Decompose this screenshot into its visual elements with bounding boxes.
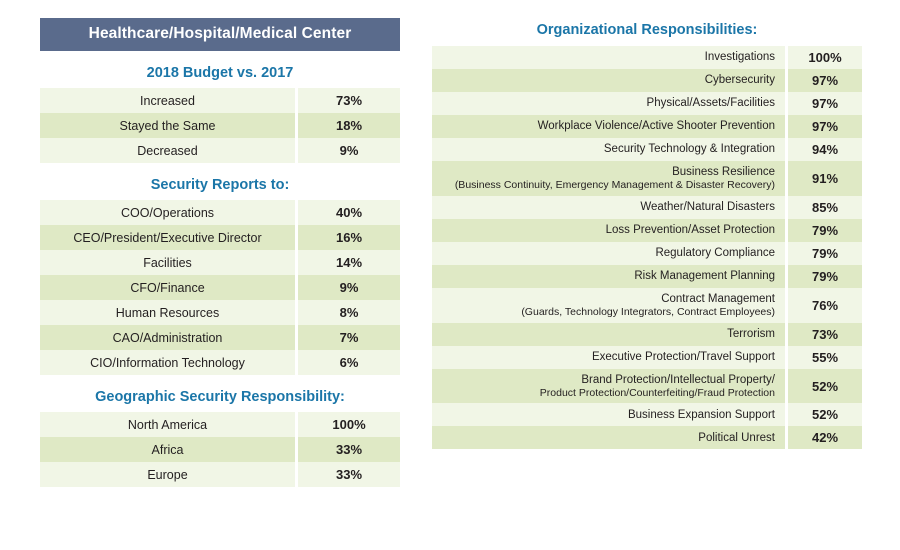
row-label [432, 346, 787, 369]
table-row [432, 219, 862, 242]
responsibilities-heading: Organizational Responsibilities: [536, 22, 758, 38]
row-label: Increased [40, 88, 297, 113]
row-value: 97% [787, 69, 863, 92]
table-row [40, 325, 400, 350]
row-label-main: Regulatory Compliance [655, 247, 775, 260]
row-value: 42% [787, 426, 863, 449]
row-value: 100% [297, 412, 401, 437]
row-label-sub: (Business Continuity, Emergency Management & Disaster Recovery) [454, 179, 775, 192]
row-label: Stayed the Same [40, 113, 297, 138]
left-column [40, 18, 400, 487]
row-label: CIO/Information Technology [40, 350, 297, 375]
row-value: 97% [787, 115, 863, 138]
right-column [432, 22, 862, 449]
row-value: 94% [787, 138, 863, 161]
row-label-sub: Product Protection/Counterfeiting/Fraud Protection [539, 386, 775, 399]
row-value: 33% [297, 462, 401, 487]
row-value: 33% [297, 437, 401, 462]
row-label [432, 369, 787, 404]
table-row [432, 46, 862, 69]
table-row [432, 69, 862, 92]
row-value: 16% [297, 225, 401, 250]
table-row [432, 346, 862, 369]
table-row [40, 300, 400, 325]
table-row [40, 250, 400, 275]
table-row [40, 350, 400, 375]
table-row [40, 412, 400, 437]
row-label [432, 403, 787, 426]
table-row [40, 225, 400, 250]
row-label [432, 69, 787, 92]
row-value: 79% [787, 242, 863, 265]
row-label [432, 196, 787, 219]
row-label-main: Physical/Assets/Facilities [646, 97, 775, 110]
row-value: 52% [787, 403, 863, 426]
row-value: 85% [787, 196, 863, 219]
row-label-main: Political Unrest [698, 431, 775, 444]
row-label-main: Brand Protection/Intellectual Property/ [581, 373, 775, 386]
row-label [432, 138, 787, 161]
row-label-main: Security Technology & Integration [603, 143, 775, 156]
table-row [432, 369, 862, 404]
table-row [432, 92, 862, 115]
table-row [432, 265, 862, 288]
row-value: 18% [297, 113, 401, 138]
row-label: CAO/Administration [40, 325, 297, 350]
reports-to-heading: Security Reports to: [150, 177, 290, 193]
geographic-heading: Geographic Security Responsibility: [95, 389, 345, 405]
table-row [40, 88, 400, 113]
row-label-main: Cybersecurity [704, 74, 775, 87]
row-value: 55% [787, 346, 863, 369]
row-value: 91% [787, 161, 863, 196]
row-value: 52% [787, 369, 863, 404]
row-label [432, 46, 787, 69]
row-label [432, 161, 787, 196]
row-label: CEO/President/Executive Director [40, 225, 297, 250]
row-label: CFO/Finance [40, 275, 297, 300]
row-label [432, 288, 787, 323]
row-label: North America [40, 412, 297, 437]
row-value: 100% [787, 46, 863, 69]
row-value: 97% [787, 92, 863, 115]
row-label: COO/Operations [40, 200, 297, 225]
row-label-main: Investigations [704, 51, 775, 64]
row-value: 79% [787, 219, 863, 242]
row-value: 79% [787, 265, 863, 288]
budget-heading: 2018 Budget vs. 2017 [146, 65, 294, 81]
row-label [432, 426, 787, 449]
table-row [432, 242, 862, 265]
row-label-main: Business Resilience [672, 166, 775, 178]
row-value: 9% [297, 275, 401, 300]
row-label [432, 323, 787, 346]
row-label-main: Business Expansion Support [627, 408, 775, 421]
row-label-main: Terrorism [727, 328, 775, 341]
table-row [432, 138, 862, 161]
row-value: 8% [297, 300, 401, 325]
table-row [432, 426, 862, 449]
row-value: 73% [787, 323, 863, 346]
row-label-main: Loss Prevention/Asset Protection [605, 224, 775, 237]
table-row [40, 437, 400, 462]
row-label: Facilities [40, 250, 297, 275]
table-row [432, 288, 862, 323]
table-row [40, 275, 400, 300]
reports-to-table [40, 200, 400, 375]
table-row [432, 196, 862, 219]
row-label-main: Weather/Natural Disasters [640, 201, 775, 214]
row-value: 76% [787, 288, 863, 323]
row-label: Human Resources [40, 300, 297, 325]
table-row [40, 200, 400, 225]
row-label [432, 92, 787, 115]
row-value: 7% [297, 325, 401, 350]
row-label-main: Workplace Violence/Active Shooter Prevention [537, 120, 775, 133]
table-row [40, 138, 400, 163]
row-value: 40% [297, 200, 401, 225]
table-row [432, 323, 862, 346]
geographic-table [40, 412, 400, 487]
row-label [432, 265, 787, 288]
table-row [432, 161, 862, 196]
table-row [432, 403, 862, 426]
row-label-main: Executive Protection/Travel Support [591, 351, 775, 364]
row-label [432, 219, 787, 242]
row-label-main: Risk Management Planning [634, 270, 775, 283]
table-row [432, 115, 862, 138]
row-value: 14% [297, 250, 401, 275]
row-value: 6% [297, 350, 401, 375]
row-label: Europe [40, 462, 297, 487]
responsibilities-table [432, 46, 862, 449]
table-row [40, 113, 400, 138]
row-label: Africa [40, 437, 297, 462]
row-label [432, 115, 787, 138]
row-label [432, 242, 787, 265]
table-row [40, 462, 400, 487]
budget-table [40, 88, 400, 163]
row-label-main: Contract Management [661, 292, 775, 305]
row-value: 73% [297, 88, 401, 113]
row-value: 9% [297, 138, 401, 163]
row-label: Decreased [40, 138, 297, 163]
page-title: Healthcare/Hospital/Medical Center [40, 18, 400, 51]
row-label-sub: (Guards, Technology Integrators, Contract Employees) [521, 305, 775, 318]
